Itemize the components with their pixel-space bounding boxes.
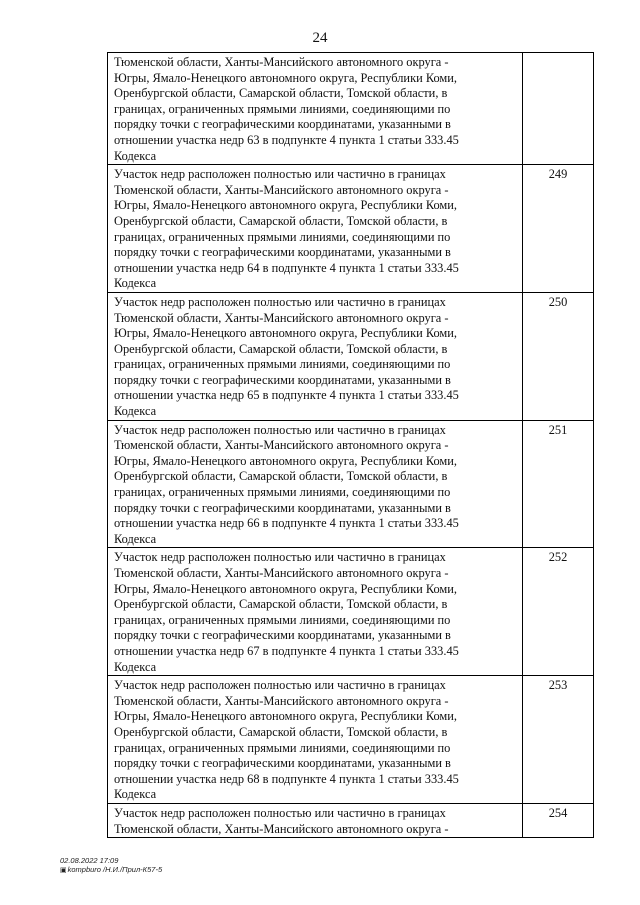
description-line: порядку точки с географическими координатами, указанными в: [114, 756, 451, 771]
description-line: Участок недр расположен полностью или частично в границах: [114, 550, 446, 565]
row-number: 250: [523, 292, 594, 420]
description-line: Тюменской области, Ханты-Мансийского автономного округа -: [114, 310, 449, 325]
description-line: порядку точки с географическими координатами, указанными в: [114, 245, 451, 260]
description-line: Тюменской области, Ханты-Мансийского автономного округа -: [114, 693, 449, 708]
description-line: порядку точки с географическими координатами, указанными в: [114, 372, 451, 387]
description-line: границах, ограниченных прямыми линиями, соединяющими по: [114, 101, 451, 116]
description-line: Тюменской области, Ханты-Мансийского автономного округа -: [114, 438, 449, 453]
row-description: [108, 420, 523, 548]
description-line: Оренбургской области, Самарской области, Томской области, в: [114, 597, 448, 612]
page-number: 24: [312, 30, 328, 46]
description-line: Оренбургской области, Самарской области, Томской области, в: [114, 86, 448, 101]
row-description: [108, 292, 523, 420]
description-line: границах, ограниченных прямыми линиями, соединяющими по: [114, 357, 451, 372]
row-description: [108, 53, 523, 165]
table-row: [108, 803, 594, 837]
footer: [60, 856, 162, 875]
description-line: Тюменской области, Ханты-Мансийского автономного округа -: [114, 55, 449, 69]
table-row: [108, 53, 594, 165]
row-description: [108, 803, 523, 837]
row-description: [108, 676, 523, 804]
description-line: Участок недр расположен полностью или частично в границах: [114, 294, 446, 309]
row-number: 254: [523, 803, 594, 837]
description-line: Участок недр расположен полностью или частично в границах: [114, 167, 446, 182]
footer-code: kompburo /Н.И./Прил-К57-5: [67, 865, 163, 874]
description-line: Оренбургской области, Самарской области, Томской области, в: [114, 341, 448, 356]
description-line: Югры, Ямало-Ненецкого автономного округа, Республики Коми,: [114, 709, 457, 724]
table-row: [108, 548, 594, 676]
table-row: [108, 165, 594, 293]
description-line: Югры, Ямало-Ненецкого автономного округа, Республики Коми,: [114, 326, 457, 341]
description-line: Участок недр расположен полностью или частично в границах: [114, 678, 446, 693]
row-number: 249: [523, 165, 594, 293]
description-line: Кодекса: [114, 531, 157, 546]
document-stamp-icon: ▣: [60, 867, 67, 874]
description-line: порядку точки с географическими координатами, указанными в: [114, 500, 451, 515]
table-row: [108, 676, 594, 804]
description-line: Кодекса: [114, 148, 157, 163]
table-row: [108, 292, 594, 420]
description-line: границах, ограниченных прямыми линиями, соединяющими по: [114, 229, 451, 244]
table-row: [108, 420, 594, 548]
row-number: 252: [523, 548, 594, 676]
description-line: Югры, Ямало-Ненецкого автономного округа, Республики Коми,: [114, 453, 457, 468]
description-line: порядку точки с географическими координатами, указанными в: [114, 628, 451, 643]
description-line: границах, ограниченных прямыми линиями, соединяющими по: [114, 612, 451, 627]
description-line: Кодекса: [114, 787, 157, 802]
description-line: Кодекса: [114, 404, 157, 419]
description-line: Югры, Ямало-Ненецкого автономного округа, Республики Коми,: [114, 70, 457, 85]
description-line: Оренбургской области, Самарской области, Томской области, в: [114, 213, 448, 228]
description-line: Тюменской области, Ханты-Мансийского автономного округа -: [114, 821, 449, 836]
description-line: Оренбургской области, Самарской области, Томской области, в: [114, 469, 448, 484]
description-line: Югры, Ямало-Ненецкого автономного округа, Республики Коми,: [114, 198, 457, 213]
footer-date: 02.08.2022 17:09: [60, 856, 119, 865]
description-line: отношении участка недр 68 в подпункте 4 пункта 1 статьи 333.45: [114, 771, 459, 786]
table-body: [108, 53, 594, 838]
description-line: Югры, Ямало-Ненецкого автономного округа, Республики Коми,: [114, 581, 457, 596]
description-line: отношении участка недр 64 в подпункте 4 пункта 1 статьи 333.45: [114, 260, 459, 275]
description-line: отношении участка недр 63 в подпункте 4 пункта 1 статьи 333.45: [114, 132, 459, 147]
description-line: отношении участка недр 67 в подпункте 4 пункта 1 статьи 333.45: [114, 643, 459, 658]
description-line: отношении участка недр 66 в подпункте 4 пункта 1 статьи 333.45: [114, 516, 459, 531]
description-line: границах, ограниченных прямыми линиями, соединяющими по: [114, 740, 451, 755]
description-line: отношении участка недр 65 в подпункте 4 пункта 1 статьи 333.45: [114, 388, 459, 403]
description-line: Кодекса: [114, 276, 157, 291]
description-line: Оренбургской области, Самарской области, Томской области, в: [114, 724, 448, 739]
description-line: границах, ограниченных прямыми линиями, соединяющими по: [114, 485, 451, 500]
description-line: Кодекса: [114, 659, 157, 674]
description-line: Участок недр расположен полностью или частично в границах: [114, 805, 446, 820]
row-number: [523, 53, 594, 165]
row-description: [108, 165, 523, 293]
row-number: 253: [523, 676, 594, 804]
description-line: порядку точки с географическими координатами, указанными в: [114, 117, 451, 132]
document-table: [107, 52, 594, 838]
description-line: Участок недр расположен полностью или частично в границах: [114, 422, 446, 437]
description-line: Тюменской области, Ханты-Мансийского автономного округа -: [114, 182, 449, 197]
row-number: 251: [523, 420, 594, 548]
row-description: [108, 548, 523, 676]
footer-code-line: [60, 865, 162, 875]
description-line: Тюменской области, Ханты-Мансийского автономного округа -: [114, 566, 449, 580]
